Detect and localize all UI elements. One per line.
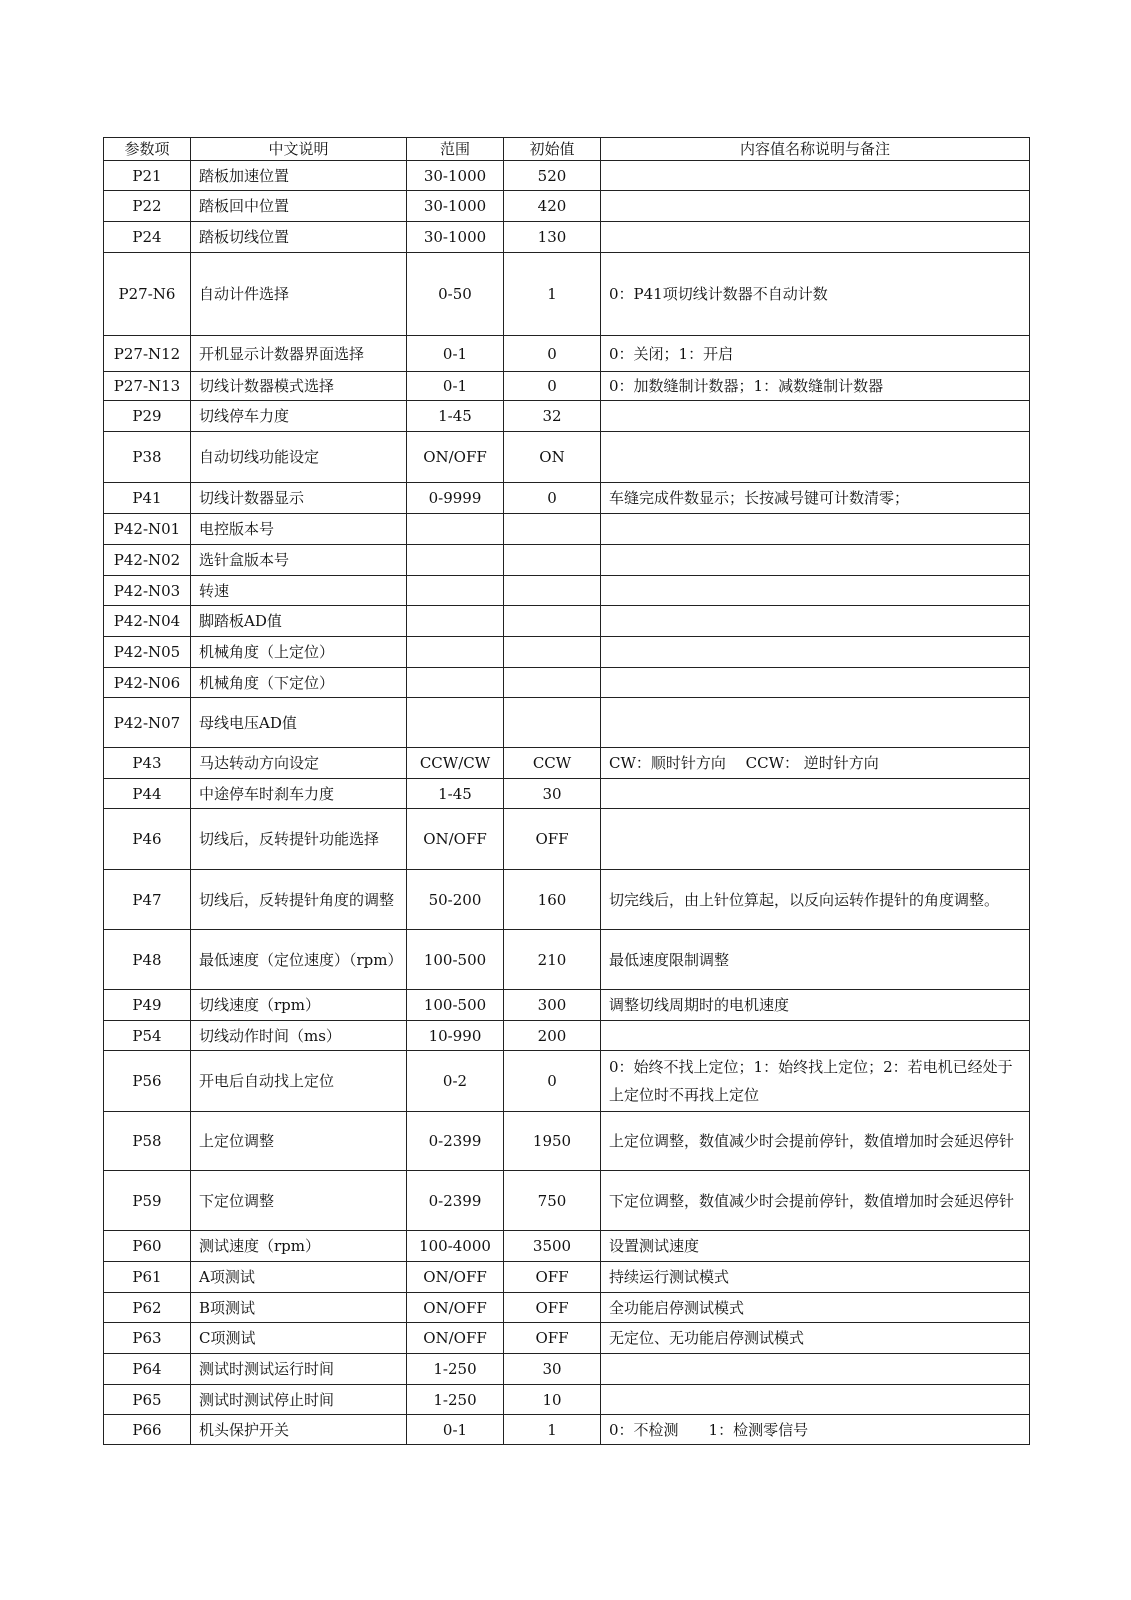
table-row (104, 432, 1030, 483)
param-initial-value: 420 (504, 191, 601, 222)
param-notes (601, 1293, 1030, 1323)
param-range: 10-990 (407, 1021, 504, 1051)
param-initial-value: 1 (504, 1415, 601, 1445)
note-line: 下定位调整，数值减少时会提前停针，数值增加时会延迟停针 (609, 1191, 1015, 1210)
param-notes (601, 545, 1030, 576)
param-id: P42-N05 (104, 637, 191, 668)
param-description: 机械角度（上定位） (191, 637, 407, 668)
header-range: 范围 (407, 138, 504, 161)
param-description: 中途停车时刹车力度 (191, 779, 407, 809)
param-description: 切线计数器模式选择 (191, 372, 407, 401)
param-notes (601, 1112, 1030, 1171)
param-description: B项测试 (191, 1293, 407, 1323)
param-description: 切线动作时间（ms） (191, 1021, 407, 1051)
table-row (104, 748, 1030, 779)
param-description: 踏板加速位置 (191, 161, 407, 191)
note-line: 切完线后，由上针位算起，以反向运转作提针的角度调整。 (609, 890, 1000, 909)
param-notes (601, 1354, 1030, 1385)
table-row (104, 1051, 1030, 1112)
param-initial-value (504, 576, 601, 606)
table-row (104, 191, 1030, 222)
param-description: 测试速度（rpm） (191, 1231, 407, 1262)
param-range: 0-2399 (407, 1171, 504, 1231)
table-row (104, 930, 1030, 990)
param-id: P22 (104, 191, 191, 222)
param-range: 0-2399 (407, 1112, 504, 1171)
note-line: 持续运行测试模式 (609, 1268, 730, 1286)
param-range: 1-45 (407, 401, 504, 432)
param-range: 1-250 (407, 1354, 504, 1385)
table-row (104, 1293, 1030, 1323)
note-line: 最低速度限制调整 (609, 950, 730, 969)
param-notes (601, 870, 1030, 930)
param-description: 最低速度（定位速度）（rpm） (191, 930, 407, 990)
param-range (407, 545, 504, 576)
note-line: 无定位、无功能启停测试模式 (609, 1329, 805, 1347)
param-id: P64 (104, 1354, 191, 1385)
param-range (407, 637, 504, 668)
param-notes (601, 336, 1030, 372)
param-range: 0-2 (407, 1051, 504, 1112)
table-row (104, 576, 1030, 606)
param-initial-value: 3500 (504, 1231, 601, 1262)
param-notes (601, 930, 1030, 990)
table-row (104, 1354, 1030, 1385)
param-description: 切线计数器显示 (191, 483, 407, 514)
param-description: 切线后，反转提针角度的调整 (191, 870, 407, 930)
param-id: P29 (104, 401, 191, 432)
param-initial-value (504, 606, 601, 637)
param-id: P59 (104, 1171, 191, 1231)
param-description: 下定位调整 (191, 1171, 407, 1231)
param-range: 1-45 (407, 779, 504, 809)
table-row (104, 1231, 1030, 1262)
param-range: 50-200 (407, 870, 504, 930)
param-range: 30-1000 (407, 161, 504, 191)
param-notes (601, 698, 1030, 748)
param-notes (601, 1415, 1030, 1445)
param-description: 上定位调整 (191, 1112, 407, 1171)
note-line: 车缝完成件数显示；长按减号键可计数清零； (609, 489, 910, 507)
param-id: P42-N07 (104, 698, 191, 748)
param-initial-value: ON (504, 432, 601, 483)
param-notes (601, 1051, 1030, 1112)
param-description: 机械角度（下定位） (191, 668, 407, 698)
param-notes (601, 637, 1030, 668)
param-id: P44 (104, 779, 191, 809)
param-notes (601, 990, 1030, 1021)
table-row (104, 990, 1030, 1021)
param-initial-value: 32 (504, 401, 601, 432)
note-line: 全功能启停测试模式 (609, 1298, 745, 1317)
param-range (407, 576, 504, 606)
note-line: 上定位调整，数值减少时会提前停针，数值增加时会延迟停针 (609, 1132, 1015, 1150)
param-range (407, 698, 504, 748)
param-notes (601, 779, 1030, 809)
param-description: 脚踏板AD值 (191, 606, 407, 637)
param-id: P27-N6 (104, 253, 191, 336)
param-id: P48 (104, 930, 191, 990)
param-range: ON/OFF (407, 809, 504, 870)
param-range: 0-9999 (407, 483, 504, 514)
param-range: 100-4000 (407, 1231, 504, 1262)
param-id: P56 (104, 1051, 191, 1112)
param-id: P65 (104, 1385, 191, 1415)
param-id: P62 (104, 1293, 191, 1323)
param-description: 自动切线功能设定 (191, 432, 407, 483)
param-initial-value: 0 (504, 372, 601, 401)
param-id: P66 (104, 1415, 191, 1445)
param-notes (601, 401, 1030, 432)
table-row (104, 870, 1030, 930)
table-row (104, 336, 1030, 372)
param-description: 转速 (191, 576, 407, 606)
param-range: 0-50 (407, 253, 504, 336)
header-param-id: 参数项 (104, 138, 191, 161)
table-row (104, 1262, 1030, 1293)
note-line: 0：加数缝制计数器；1：减数缝制计数器 (609, 377, 884, 395)
param-notes (601, 668, 1030, 698)
param-description: A项测试 (191, 1262, 407, 1293)
table-row (104, 637, 1030, 668)
param-range: ON/OFF (407, 1293, 504, 1323)
table-header-row (104, 138, 1030, 161)
param-description: 开机显示计数器界面选择 (191, 336, 407, 372)
param-id: P49 (104, 990, 191, 1021)
param-id: P54 (104, 1021, 191, 1051)
param-initial-value: 0 (504, 336, 601, 372)
param-initial-value: 520 (504, 161, 601, 191)
param-description: 切线后，反转提针功能选择 (191, 809, 407, 870)
param-initial-value: OFF (504, 809, 601, 870)
param-description: 踏板回中位置 (191, 191, 407, 222)
param-description: 马达转动方向设定 (191, 748, 407, 779)
table-row (104, 514, 1030, 545)
param-notes (601, 253, 1030, 336)
param-notes (601, 222, 1030, 253)
param-id: P24 (104, 222, 191, 253)
param-initial-value: 200 (504, 1021, 601, 1051)
table-body (104, 161, 1030, 1445)
param-notes (601, 1262, 1030, 1293)
param-notes (601, 1231, 1030, 1262)
param-initial-value (504, 514, 601, 545)
param-initial-value: 0 (504, 483, 601, 514)
table-row (104, 698, 1030, 748)
param-id: P21 (104, 161, 191, 191)
param-initial-value (504, 545, 601, 576)
param-initial-value: 10 (504, 1385, 601, 1415)
param-id: P42-N04 (104, 606, 191, 637)
param-range: CCW/CW (407, 748, 504, 779)
table-row (104, 483, 1030, 514)
param-description: 切线速度（rpm） (191, 990, 407, 1021)
param-initial-value (504, 668, 601, 698)
param-notes (601, 1021, 1030, 1051)
table-row (104, 1112, 1030, 1171)
param-initial-value: 750 (504, 1171, 601, 1231)
param-notes (601, 372, 1030, 401)
param-id: P42-N01 (104, 514, 191, 545)
param-id: P41 (104, 483, 191, 514)
table-row (104, 779, 1030, 809)
param-notes (601, 809, 1030, 870)
param-description: 测试时测试运行时间 (191, 1354, 407, 1385)
param-description: C项测试 (191, 1323, 407, 1354)
param-initial-value: OFF (504, 1293, 601, 1323)
param-notes (601, 748, 1030, 779)
param-description: 踏板切线位置 (191, 222, 407, 253)
table-row (104, 1171, 1030, 1231)
param-id: P42-N03 (104, 576, 191, 606)
param-range (407, 668, 504, 698)
table-row (104, 401, 1030, 432)
param-id: P58 (104, 1112, 191, 1171)
param-range: 0-1 (407, 336, 504, 372)
param-range: ON/OFF (407, 432, 504, 483)
table-row (104, 545, 1030, 576)
param-id: P42-N06 (104, 668, 191, 698)
param-initial-value: CCW (504, 748, 601, 779)
param-notes (601, 1323, 1030, 1354)
param-description: 切线停车力度 (191, 401, 407, 432)
table-row (104, 668, 1030, 698)
param-initial-value: OFF (504, 1323, 601, 1354)
param-range (407, 514, 504, 545)
table-row (104, 253, 1030, 336)
param-notes (601, 1171, 1030, 1231)
param-id: P46 (104, 809, 191, 870)
param-id: P27-N13 (104, 372, 191, 401)
param-description: 选针盒版本号 (191, 545, 407, 576)
param-range: 30-1000 (407, 191, 504, 222)
parameter-table (103, 137, 1030, 1445)
table-row (104, 372, 1030, 401)
param-initial-value: 1950 (504, 1112, 601, 1171)
param-notes (601, 432, 1030, 483)
param-id: P60 (104, 1231, 191, 1262)
param-description: 机头保护开关 (191, 1415, 407, 1445)
note-line: CW：顺时针方向 CCW： 逆时针方向 (609, 754, 879, 772)
param-range: ON/OFF (407, 1262, 504, 1293)
param-range: 0-1 (407, 372, 504, 401)
param-description: 母线电压AD值 (191, 698, 407, 748)
param-description: 测试时测试停止时间 (191, 1385, 407, 1415)
param-initial-value: 160 (504, 870, 601, 930)
param-initial-value: 130 (504, 222, 601, 253)
param-notes (601, 606, 1030, 637)
param-id: P27-N12 (104, 336, 191, 372)
header-description: 中文说明 (191, 138, 407, 161)
param-id: P61 (104, 1262, 191, 1293)
note-line: 0：关闭；1：开启 (609, 344, 734, 363)
param-notes (601, 191, 1030, 222)
note-line: 调整切线周期时的电机速度 (609, 996, 790, 1014)
table-row (104, 161, 1030, 191)
table-row (104, 1415, 1030, 1445)
param-description: 电控版本号 (191, 514, 407, 545)
param-id: P43 (104, 748, 191, 779)
param-initial-value (504, 698, 601, 748)
param-range: 100-500 (407, 990, 504, 1021)
param-id: P42-N02 (104, 545, 191, 576)
param-range: 1-250 (407, 1385, 504, 1415)
param-initial-value: 30 (504, 1354, 601, 1385)
param-notes (601, 483, 1030, 514)
note-line: 0：始终不找上定位；1：始终找上定位；2：若电机已经处于上定位时不再找上定位 (609, 1058, 1013, 1104)
param-initial-value: 210 (504, 930, 601, 990)
param-initial-value (504, 637, 601, 668)
param-range: 0-1 (407, 1415, 504, 1445)
table-row (104, 809, 1030, 870)
table-row (104, 606, 1030, 637)
param-range: ON/OFF (407, 1323, 504, 1354)
header-initial-value: 初始值 (504, 138, 601, 161)
param-range: 100-500 (407, 930, 504, 990)
param-id: P63 (104, 1323, 191, 1354)
param-notes (601, 514, 1030, 545)
note-line: 设置测试速度 (609, 1237, 700, 1255)
param-notes (601, 1385, 1030, 1415)
param-range: 30-1000 (407, 222, 504, 253)
param-id: P38 (104, 432, 191, 483)
table-row (104, 1323, 1030, 1354)
param-notes (601, 576, 1030, 606)
table-row (104, 1385, 1030, 1415)
param-initial-value: OFF (504, 1262, 601, 1293)
note-line: 0：不检测 1：检测零信号 (609, 1420, 809, 1439)
header-notes: 内容值名称说明与备注 (601, 138, 1030, 161)
param-range (407, 606, 504, 637)
param-description: 自动计件选择 (191, 253, 407, 336)
param-initial-value: 0 (504, 1051, 601, 1112)
note-line: 0：P41项切线计数器不自动计数 (609, 285, 828, 303)
param-initial-value: 30 (504, 779, 601, 809)
param-description: 开电后自动找上定位 (191, 1051, 407, 1112)
table-row (104, 1021, 1030, 1051)
param-id: P47 (104, 870, 191, 930)
table-row (104, 222, 1030, 253)
param-initial-value: 300 (504, 990, 601, 1021)
param-notes (601, 161, 1030, 191)
param-initial-value: 1 (504, 253, 601, 336)
